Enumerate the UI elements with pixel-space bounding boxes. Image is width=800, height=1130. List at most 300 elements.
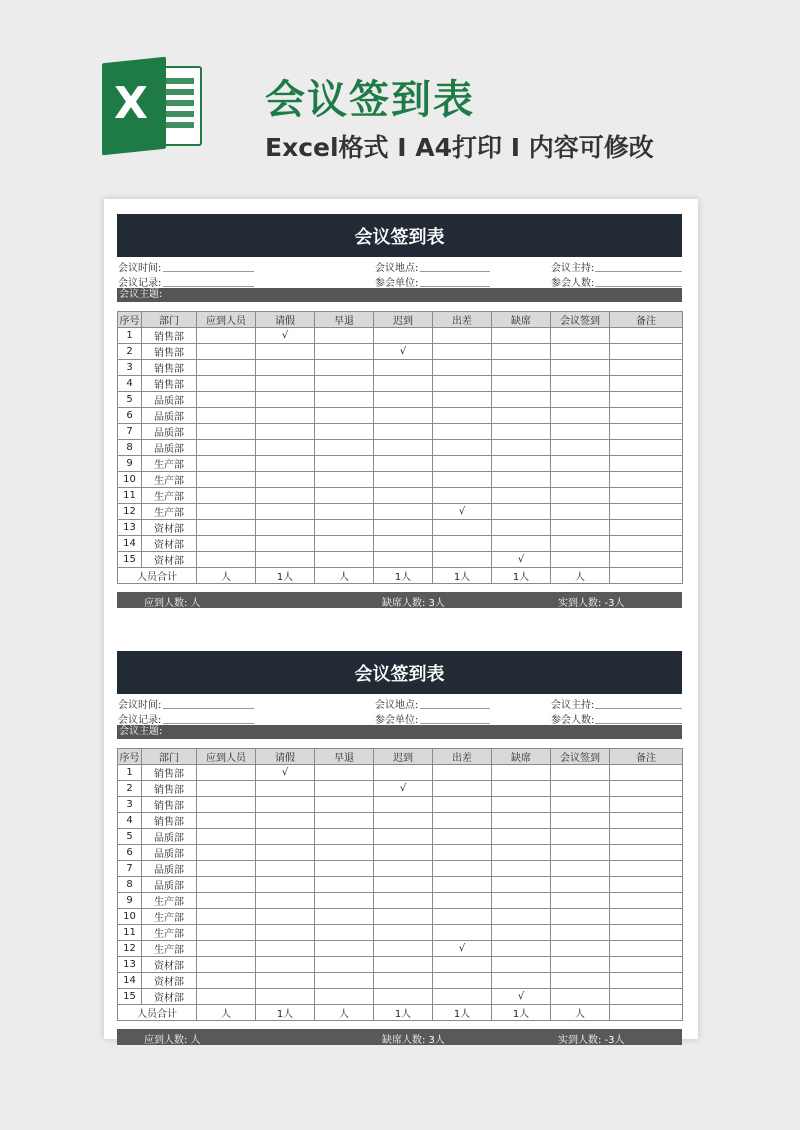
table-cell[interactable] (315, 376, 374, 392)
table-cell[interactable]: 品质部 (142, 408, 197, 424)
table-cell[interactable] (551, 989, 610, 1005)
table-cell[interactable] (256, 472, 315, 488)
table-cell[interactable]: √ (433, 941, 492, 957)
table-cell[interactable] (433, 536, 492, 552)
table-cell[interactable] (256, 552, 315, 568)
table-cell[interactable] (315, 520, 374, 536)
table-cell[interactable]: 生产部 (142, 909, 197, 925)
table-cell[interactable] (551, 520, 610, 536)
table-cell[interactable] (492, 456, 551, 472)
table-cell[interactable]: √ (374, 344, 433, 360)
table-cell[interactable] (315, 408, 374, 424)
table-cell[interactable] (197, 797, 256, 813)
table-cell[interactable]: 14 (118, 973, 142, 989)
table-cell[interactable] (610, 877, 683, 893)
table-cell[interactable] (374, 408, 433, 424)
table-cell[interactable]: 10 (118, 909, 142, 925)
table-cell[interactable]: √ (256, 328, 315, 344)
table-cell[interactable] (197, 536, 256, 552)
table-cell[interactable] (433, 392, 492, 408)
table-cell[interactable] (315, 781, 374, 797)
table-cell[interactable] (610, 957, 683, 973)
table-cell[interactable] (492, 376, 551, 392)
table-cell[interactable]: 1 (118, 328, 142, 344)
table-cell[interactable] (197, 328, 256, 344)
table-cell[interactable]: 14 (118, 536, 142, 552)
table-cell[interactable] (492, 360, 551, 376)
table-cell[interactable] (551, 472, 610, 488)
table-cell[interactable]: 8 (118, 877, 142, 893)
table-cell[interactable] (315, 440, 374, 456)
table-cell[interactable] (374, 893, 433, 909)
table-cell[interactable]: 11 (118, 488, 142, 504)
table-cell[interactable] (551, 765, 610, 781)
table-cell[interactable]: 4 (118, 813, 142, 829)
table-cell[interactable] (197, 504, 256, 520)
table-cell[interactable]: 销售部 (142, 797, 197, 813)
table-cell[interactable] (610, 392, 683, 408)
table-cell[interactable] (433, 925, 492, 941)
table-cell[interactable] (197, 909, 256, 925)
table-cell[interactable] (374, 909, 433, 925)
table-cell[interactable] (433, 877, 492, 893)
table-cell[interactable]: 3 (118, 797, 142, 813)
table-cell[interactable] (315, 845, 374, 861)
table-cell[interactable]: 生产部 (142, 941, 197, 957)
table-cell[interactable] (374, 877, 433, 893)
table-cell[interactable] (374, 989, 433, 1005)
table-cell[interactable] (551, 973, 610, 989)
table-cell[interactable]: 销售部 (142, 376, 197, 392)
table-cell[interactable]: 4 (118, 376, 142, 392)
table-cell[interactable] (256, 829, 315, 845)
table-cell[interactable] (315, 877, 374, 893)
table-cell[interactable] (256, 488, 315, 504)
table-cell[interactable] (433, 845, 492, 861)
table-cell[interactable] (551, 781, 610, 797)
table-cell[interactable] (197, 877, 256, 893)
table-cell[interactable] (551, 536, 610, 552)
table-cell[interactable]: 12 (118, 504, 142, 520)
table-cell[interactable] (256, 909, 315, 925)
table-cell[interactable] (256, 376, 315, 392)
table-cell[interactable] (374, 973, 433, 989)
table-cell[interactable] (197, 344, 256, 360)
attendee-count-field[interactable] (595, 286, 682, 287)
table-cell[interactable] (256, 536, 315, 552)
table-cell[interactable] (315, 392, 374, 408)
table-cell[interactable] (315, 328, 374, 344)
table-cell[interactable]: 7 (118, 424, 142, 440)
table-cell[interactable] (315, 989, 374, 1005)
table-cell[interactable] (610, 925, 683, 941)
table-cell[interactable] (315, 424, 374, 440)
table-cell[interactable] (256, 845, 315, 861)
table-cell[interactable] (256, 781, 315, 797)
table-cell[interactable] (256, 893, 315, 909)
table-cell[interactable] (492, 392, 551, 408)
table-cell[interactable] (492, 504, 551, 520)
table-cell[interactable] (374, 861, 433, 877)
table-cell[interactable] (374, 488, 433, 504)
table-cell[interactable] (492, 861, 551, 877)
table-cell[interactable]: 资材部 (142, 957, 197, 973)
table-cell[interactable] (197, 829, 256, 845)
table-cell[interactable] (433, 797, 492, 813)
table-cell[interactable] (433, 456, 492, 472)
table-cell[interactable] (374, 360, 433, 376)
table-cell[interactable]: 资材部 (142, 552, 197, 568)
table-cell[interactable] (610, 536, 683, 552)
table-cell[interactable] (492, 973, 551, 989)
table-cell[interactable] (551, 360, 610, 376)
table-cell[interactable] (256, 973, 315, 989)
table-cell[interactable] (315, 504, 374, 520)
table-cell[interactable] (374, 536, 433, 552)
table-cell[interactable]: √ (492, 552, 551, 568)
table-cell[interactable]: √ (374, 781, 433, 797)
table-cell[interactable]: 生产部 (142, 893, 197, 909)
table-cell[interactable] (551, 813, 610, 829)
table-cell[interactable] (374, 925, 433, 941)
meeting-record-field[interactable] (163, 286, 254, 287)
attendee-count-field[interactable] (595, 723, 682, 724)
table-cell[interactable] (315, 813, 374, 829)
table-cell[interactable]: 7 (118, 861, 142, 877)
table-cell[interactable] (433, 765, 492, 781)
table-cell[interactable]: √ (492, 989, 551, 1005)
table-cell[interactable] (256, 360, 315, 376)
table-cell[interactable] (197, 813, 256, 829)
table-cell[interactable] (315, 797, 374, 813)
table-cell[interactable] (256, 392, 315, 408)
table-cell[interactable] (315, 765, 374, 781)
table-cell[interactable]: 11 (118, 925, 142, 941)
table-cell[interactable]: 生产部 (142, 472, 197, 488)
table-cell[interactable] (256, 344, 315, 360)
table-cell[interactable] (610, 845, 683, 861)
table-cell[interactable] (256, 813, 315, 829)
table-cell[interactable] (551, 861, 610, 877)
table-cell[interactable] (551, 504, 610, 520)
table-cell[interactable]: 1 (118, 765, 142, 781)
table-cell[interactable] (433, 440, 492, 456)
table-cell[interactable] (315, 861, 374, 877)
table-cell[interactable] (610, 893, 683, 909)
table-cell[interactable] (374, 328, 433, 344)
table-cell[interactable] (492, 941, 551, 957)
table-cell[interactable] (433, 829, 492, 845)
table-cell[interactable] (315, 829, 374, 845)
table-cell[interactable] (551, 845, 610, 861)
table-cell[interactable] (433, 408, 492, 424)
table-cell[interactable] (315, 893, 374, 909)
table-cell[interactable] (492, 440, 551, 456)
table-cell[interactable] (197, 925, 256, 941)
meeting-topic-bar[interactable] (117, 288, 682, 302)
table-cell[interactable] (551, 328, 610, 344)
table-cell[interactable] (197, 360, 256, 376)
table-cell[interactable] (492, 344, 551, 360)
table-cell[interactable] (256, 861, 315, 877)
table-cell[interactable] (374, 765, 433, 781)
table-cell[interactable] (610, 520, 683, 536)
table-cell[interactable]: 销售部 (142, 328, 197, 344)
table-cell[interactable]: 6 (118, 408, 142, 424)
table-cell[interactable] (610, 813, 683, 829)
table-cell[interactable] (315, 909, 374, 925)
table-cell[interactable] (610, 472, 683, 488)
table-cell[interactable]: 2 (118, 344, 142, 360)
table-cell[interactable] (492, 925, 551, 941)
table-cell[interactable] (551, 877, 610, 893)
table-cell[interactable] (492, 845, 551, 861)
table-cell[interactable] (610, 456, 683, 472)
table-cell[interactable] (492, 765, 551, 781)
table-cell[interactable] (610, 909, 683, 925)
table-cell[interactable] (374, 376, 433, 392)
table-cell[interactable] (315, 456, 374, 472)
table-cell[interactable] (256, 440, 315, 456)
table-cell[interactable] (256, 989, 315, 1005)
table-cell[interactable]: √ (433, 504, 492, 520)
table-cell[interactable] (374, 504, 433, 520)
table-cell[interactable]: 销售部 (142, 360, 197, 376)
table-cell[interactable] (433, 781, 492, 797)
table-cell[interactable] (492, 536, 551, 552)
table-cell[interactable] (197, 845, 256, 861)
table-cell[interactable] (610, 781, 683, 797)
table-cell[interactable] (610, 408, 683, 424)
table-cell[interactable] (315, 344, 374, 360)
table-cell[interactable] (197, 424, 256, 440)
table-cell[interactable] (610, 765, 683, 781)
table-cell[interactable] (374, 797, 433, 813)
table-cell[interactable] (197, 893, 256, 909)
table-cell[interactable] (315, 488, 374, 504)
table-cell[interactable]: 销售部 (142, 813, 197, 829)
table-cell[interactable] (610, 376, 683, 392)
table-cell[interactable] (197, 392, 256, 408)
table-cell[interactable] (551, 552, 610, 568)
table-cell[interactable] (551, 424, 610, 440)
table-cell[interactable] (492, 472, 551, 488)
table-cell[interactable] (197, 456, 256, 472)
table-cell[interactable] (551, 925, 610, 941)
table-cell[interactable] (433, 376, 492, 392)
table-cell[interactable] (256, 408, 315, 424)
table-cell[interactable] (256, 941, 315, 957)
table-cell[interactable] (610, 861, 683, 877)
table-cell[interactable]: 13 (118, 520, 142, 536)
table-cell[interactable]: 资材部 (142, 973, 197, 989)
table-cell[interactable]: 3 (118, 360, 142, 376)
table-cell[interactable]: 资材部 (142, 520, 197, 536)
table-cell[interactable] (374, 392, 433, 408)
table-cell[interactable] (433, 893, 492, 909)
table-cell[interactable] (492, 797, 551, 813)
table-cell[interactable]: 品质部 (142, 829, 197, 845)
table-cell[interactable] (492, 328, 551, 344)
table-cell[interactable] (433, 344, 492, 360)
table-cell[interactable] (492, 893, 551, 909)
table-cell[interactable] (315, 552, 374, 568)
table-cell[interactable]: 5 (118, 829, 142, 845)
table-cell[interactable]: 销售部 (142, 344, 197, 360)
table-cell[interactable] (492, 408, 551, 424)
table-cell[interactable] (315, 941, 374, 957)
table-cell[interactable] (610, 552, 683, 568)
table-cell[interactable]: 10 (118, 472, 142, 488)
table-cell[interactable] (492, 877, 551, 893)
table-cell[interactable] (610, 797, 683, 813)
table-cell[interactable] (610, 488, 683, 504)
table-cell[interactable] (492, 520, 551, 536)
table-cell[interactable]: 品质部 (142, 861, 197, 877)
table-cell[interactable]: 生产部 (142, 456, 197, 472)
table-cell[interactable] (374, 440, 433, 456)
table-cell[interactable] (256, 797, 315, 813)
table-cell[interactable] (315, 536, 374, 552)
table-cell[interactable] (197, 488, 256, 504)
table-cell[interactable]: 5 (118, 392, 142, 408)
table-cell[interactable] (374, 472, 433, 488)
table-cell[interactable] (492, 781, 551, 797)
table-cell[interactable] (433, 488, 492, 504)
table-cell[interactable]: 销售部 (142, 765, 197, 781)
table-cell[interactable] (492, 957, 551, 973)
table-cell[interactable]: 2 (118, 781, 142, 797)
table-cell[interactable] (197, 376, 256, 392)
table-cell[interactable]: 12 (118, 941, 142, 957)
table-cell[interactable] (551, 829, 610, 845)
table-cell[interactable] (374, 957, 433, 973)
table-cell[interactable] (256, 520, 315, 536)
meeting-record-field[interactable] (163, 723, 254, 724)
attending-unit-field[interactable] (420, 286, 490, 287)
table-cell[interactable] (374, 520, 433, 536)
table-cell[interactable] (197, 520, 256, 536)
table-cell[interactable] (197, 408, 256, 424)
table-cell[interactable] (551, 909, 610, 925)
attending-unit-field[interactable] (420, 723, 490, 724)
table-cell[interactable] (197, 941, 256, 957)
table-cell[interactable] (197, 765, 256, 781)
table-cell[interactable] (315, 973, 374, 989)
table-cell[interactable]: 品质部 (142, 845, 197, 861)
table-cell[interactable] (551, 893, 610, 909)
table-cell[interactable] (374, 845, 433, 861)
table-cell[interactable] (433, 861, 492, 877)
table-cell[interactable] (610, 973, 683, 989)
table-cell[interactable] (610, 829, 683, 845)
table-cell[interactable] (256, 925, 315, 941)
table-cell[interactable]: 生产部 (142, 925, 197, 941)
table-cell[interactable] (610, 941, 683, 957)
table-cell[interactable] (492, 488, 551, 504)
table-cell[interactable]: 8 (118, 440, 142, 456)
table-cell[interactable] (374, 813, 433, 829)
table-cell[interactable] (374, 424, 433, 440)
table-cell[interactable] (197, 440, 256, 456)
table-cell[interactable] (551, 957, 610, 973)
table-cell[interactable] (433, 360, 492, 376)
table-cell[interactable] (256, 424, 315, 440)
table-cell[interactable] (551, 456, 610, 472)
table-cell[interactable]: 13 (118, 957, 142, 973)
table-cell[interactable] (433, 973, 492, 989)
table-cell[interactable] (433, 552, 492, 568)
table-cell[interactable] (433, 520, 492, 536)
table-cell[interactable] (433, 813, 492, 829)
table-cell[interactable]: 9 (118, 456, 142, 472)
table-cell[interactable]: 15 (118, 989, 142, 1005)
table-cell[interactable] (256, 456, 315, 472)
table-cell[interactable]: 15 (118, 552, 142, 568)
table-cell[interactable] (551, 797, 610, 813)
table-cell[interactable] (492, 424, 551, 440)
table-cell[interactable] (197, 973, 256, 989)
table-cell[interactable] (374, 552, 433, 568)
table-cell[interactable] (315, 360, 374, 376)
table-cell[interactable]: 品质部 (142, 392, 197, 408)
table-cell[interactable] (256, 504, 315, 520)
table-cell[interactable] (610, 504, 683, 520)
table-cell[interactable] (315, 925, 374, 941)
table-cell[interactable]: √ (256, 765, 315, 781)
table-cell[interactable] (610, 360, 683, 376)
table-cell[interactable] (197, 989, 256, 1005)
table-cell[interactable] (610, 424, 683, 440)
table-cell[interactable] (551, 941, 610, 957)
table-cell[interactable] (551, 488, 610, 504)
table-cell[interactable]: 资材部 (142, 536, 197, 552)
table-cell[interactable] (315, 957, 374, 973)
table-cell[interactable] (374, 829, 433, 845)
table-cell[interactable] (551, 392, 610, 408)
table-cell[interactable]: 生产部 (142, 488, 197, 504)
table-cell[interactable]: 品质部 (142, 440, 197, 456)
table-cell[interactable] (492, 909, 551, 925)
table-cell[interactable] (551, 344, 610, 360)
table-cell[interactable] (610, 989, 683, 1005)
table-cell[interactable] (551, 376, 610, 392)
table-cell[interactable] (197, 552, 256, 568)
table-cell[interactable] (433, 957, 492, 973)
table-cell[interactable] (197, 781, 256, 797)
table-cell[interactable]: 9 (118, 893, 142, 909)
table-cell[interactable] (197, 472, 256, 488)
table-cell[interactable] (374, 941, 433, 957)
table-cell[interactable] (610, 440, 683, 456)
table-cell[interactable] (315, 472, 374, 488)
table-cell[interactable] (492, 829, 551, 845)
table-cell[interactable] (551, 408, 610, 424)
table-cell[interactable] (610, 328, 683, 344)
table-cell[interactable]: 资材部 (142, 989, 197, 1005)
table-cell[interactable] (551, 440, 610, 456)
meeting-topic-bar[interactable] (117, 725, 682, 739)
table-cell[interactable] (197, 957, 256, 973)
table-cell[interactable]: 生产部 (142, 504, 197, 520)
table-cell[interactable] (197, 861, 256, 877)
table-cell[interactable] (433, 328, 492, 344)
table-cell[interactable]: 品质部 (142, 424, 197, 440)
table-cell[interactable] (433, 424, 492, 440)
table-cell[interactable]: 品质部 (142, 877, 197, 893)
table-cell[interactable] (433, 909, 492, 925)
table-cell[interactable] (433, 472, 492, 488)
